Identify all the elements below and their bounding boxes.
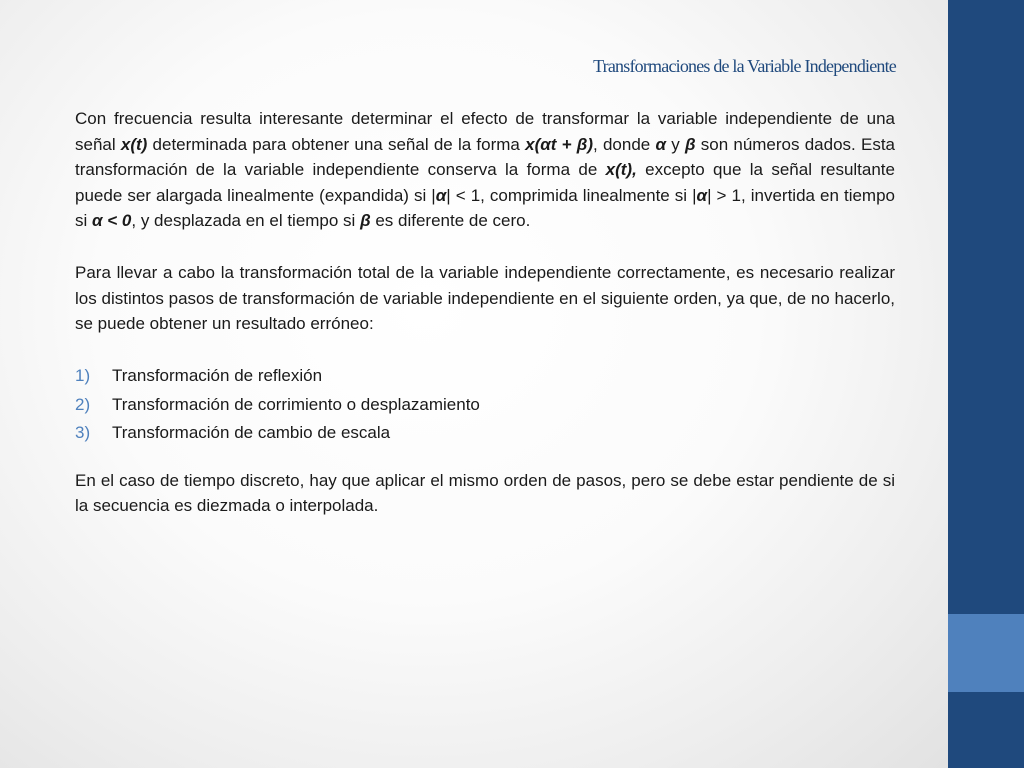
math-symbol: α bbox=[655, 134, 666, 154]
math-symbol: α bbox=[435, 185, 447, 205]
math-symbol: α bbox=[696, 185, 708, 205]
math-symbol: x(αt + β) bbox=[525, 134, 594, 154]
paragraph-text-segment: , donde bbox=[593, 134, 656, 154]
paragraph-text-segment: excepto que la señal resultante puede ser alargada linealmente (expandida) si | bbox=[75, 160, 895, 205]
list-item bbox=[75, 391, 895, 420]
paragraph-text-segment: determinada para obtener una señal de la forma bbox=[147, 134, 526, 154]
sidebar-accent-block bbox=[948, 614, 1024, 692]
math-symbol: β bbox=[684, 134, 696, 154]
paragraph-discrete-time: En el caso de tiempo discreto, hay que aplicar el mismo orden de pasos, pero se debe estar pendiente de si la secuencia es diezmada o interpolada. bbox=[75, 470, 895, 515]
list-item-number: 1) bbox=[75, 366, 91, 385]
paragraph-text-segment: y bbox=[666, 134, 685, 154]
list-item-label: Transformación de reflexión bbox=[112, 366, 323, 385]
paragraph-intro bbox=[75, 106, 895, 234]
paragraph-text-segment: son números dados. Esta transformación de la variable independiente conserva la forma de bbox=[75, 134, 896, 179]
steps-list bbox=[75, 362, 895, 448]
math-symbol: x(t), bbox=[605, 160, 637, 179]
list-item bbox=[75, 362, 895, 391]
math-symbol: x(t) bbox=[120, 134, 148, 154]
math-symbol: α < 0 bbox=[92, 211, 132, 230]
paragraph-text-segment: Con frecuencia resulta interesante determinar el efecto de transformar la variable independiente de una señal bbox=[75, 109, 895, 154]
slide-title: Transformaciones de la Variable Independiente bbox=[593, 56, 896, 76]
paragraph-text-segment: , y desplazada en el tiempo si bbox=[131, 211, 361, 230]
paragraph-text-segment: | < 1, comprimida linealmente si | bbox=[446, 185, 697, 205]
slide-content bbox=[75, 106, 895, 519]
paragraph-procedure: Para llevar a cabo la transformación total de la variable independiente correctamente, es necesario realizar los distintos pasos de transformación de variable independiente en el siguiente orden, ya que, de no hacerlo, se puede obtener un resultado erróneo: bbox=[75, 263, 895, 333]
paragraph-text-segment: es diferente de cero. bbox=[370, 211, 531, 230]
paragraph-text-segment: | > 1, invertida en tiempo si bbox=[75, 185, 895, 230]
list-item-label: Transformación de cambio de escala bbox=[112, 423, 391, 442]
list-item bbox=[75, 419, 895, 448]
list-item-number: 2) bbox=[75, 394, 91, 414]
list-item-number: 3) bbox=[75, 423, 91, 442]
list-item-label: Transformación de corrimiento o desplazamiento bbox=[112, 394, 480, 414]
math-symbol: β bbox=[360, 211, 371, 230]
